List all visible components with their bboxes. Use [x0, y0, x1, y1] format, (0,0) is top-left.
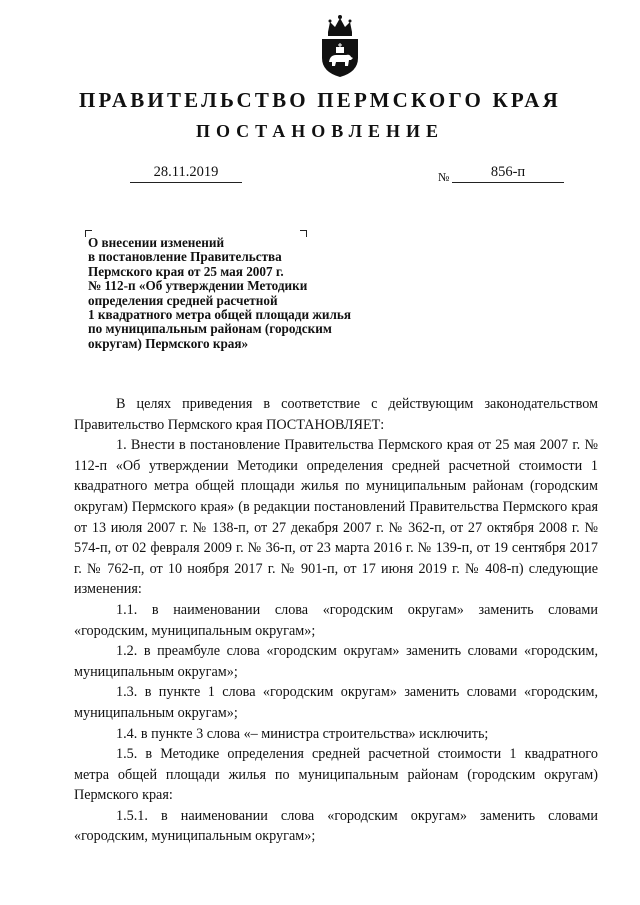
clause-1: 1. Внести в постановление Правительства Пермского края от 25 мая 2007 г. № 112-п «Об утверждении Методики определения средней расчетной стоимости 1 квадратного метра общей площади жилья по муниципальным районам (городским округам) Пермского края» (в редакции постановлений Правительства Пермского края от 13 июля 2007 г. № 138-п, от 27 декабря 2007 г. № 362-п, от 27 октября 2008 г. № 574-п, от 02 февраля 2009 г. № 36-п, от 23 марта 2016 г. № 139-п, от 19 сентября 2017 г. № 762-п, от 10 ноября 2017 г. № 901-п, от 17 июня 2019 г. № 408-п) следующие изменения: — [74, 437, 598, 598]
clause-1-5-1: 1.5.1. в наименовании слова «городским округам» заменить словами «городским, муниципальным округам»; — [74, 807, 598, 845]
subject-line: № 112-п «Об утверждении Методики — [88, 278, 308, 294]
document-number: 856-п — [452, 164, 564, 183]
clause-1-3: 1.3. в пункте 1 слова «городским округам» заменить словами «городским, муниципальным округам»; — [74, 684, 598, 721]
clause-1-5: 1.5. в Методике определения средней расчетной стоимости 1 квадратного метра общей площади жилья по муниципальным районам (городским округам) Пермского края: — [74, 746, 598, 804]
government-title: ПРАВИТЕЛЬСТВО ПЕРМСКОГО КРАЯ — [78, 88, 561, 112]
subject-line: округам) Пермского края» — [88, 335, 249, 351]
subject-line: по муниципальным районам (городским — [88, 321, 332, 337]
clause-1-2: 1.2. в преамбуле слова «городским округам» заменить словами «городским, муниципальным округам»; — [74, 643, 598, 680]
subject-line: 1 квадратного метра общей площади жилья — [88, 307, 352, 323]
document-type: ПОСТАНОВЛЕНИЕ — [195, 121, 445, 141]
document-subject — [88, 236, 418, 351]
document-body — [74, 394, 598, 847]
clause-1-1: 1.1. в наименовании слова «городским округам» заменить словами «городским, муниципальным округам»; — [74, 601, 598, 639]
subject-line: определения средней расчетной — [88, 292, 278, 308]
subject-line: в постановление Правительства — [88, 249, 282, 265]
document-date: 28.11.2019 — [130, 164, 242, 183]
number-label: № — [438, 170, 450, 184]
subject-line: О внесении изменений — [88, 235, 225, 250]
clause-1-4: 1.4. в пункте 3 слова «– министра строительства» исключить; — [116, 725, 489, 742]
preamble-paragraph: В целях приведения в соответствие с действующим законодательством Правительство Пермского края ПОСТАНОВЛЯЕТ: — [74, 396, 598, 433]
perm-krai-coat-of-arms-icon — [318, 12, 362, 78]
subject-line: Пермского края от 25 мая 2007 г. — [88, 263, 284, 279]
